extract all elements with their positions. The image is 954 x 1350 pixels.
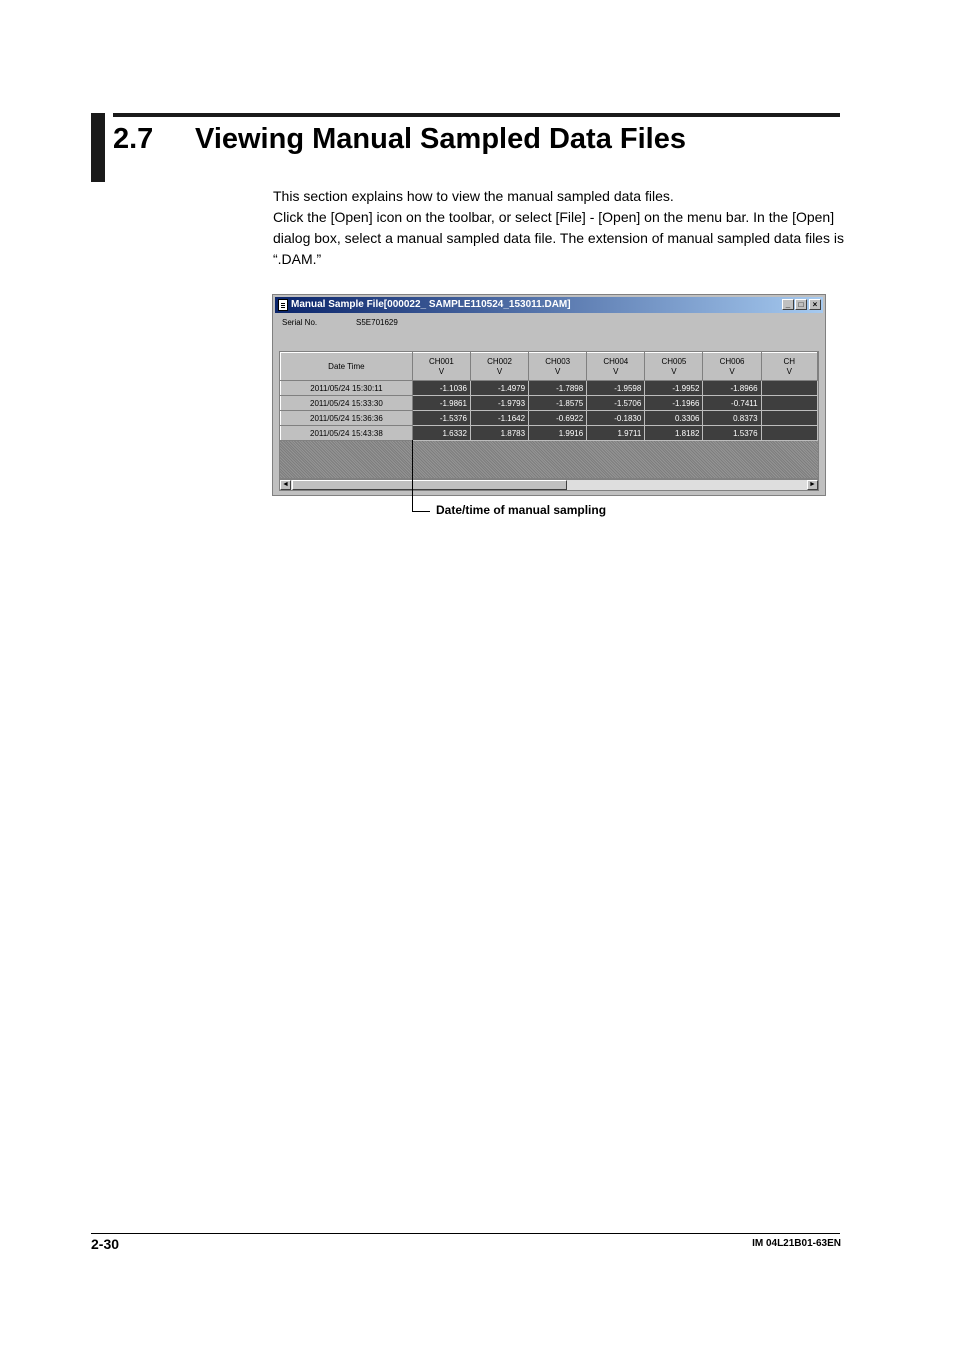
section-title: Viewing Manual Sampled Data Files <box>195 123 686 155</box>
value-cell[interactable] <box>761 381 817 396</box>
window-title: Manual Sample File[000022_ SAMPLE110524_153011.DAM] <box>291 299 571 310</box>
callout-line-horizontal <box>412 511 430 512</box>
value-cell[interactable] <box>761 396 817 411</box>
serial-value: S5E701629 <box>356 318 398 327</box>
value-cell[interactable]: -1.5376 <box>412 411 470 426</box>
value-cell[interactable] <box>761 411 817 426</box>
data-table <box>280 352 818 441</box>
value-cell[interactable]: 0.8373 <box>703 411 761 426</box>
section-body <box>273 186 845 270</box>
value-cell[interactable] <box>761 426 817 441</box>
section-marker-bar <box>91 113 105 182</box>
table-row[interactable] <box>281 396 818 411</box>
scroll-thumb[interactable] <box>292 480 567 490</box>
close-button[interactable]: × <box>809 299 821 310</box>
callout-line <box>412 440 413 512</box>
value-cell[interactable]: -0.6922 <box>529 411 587 426</box>
page-number: 2-30 <box>91 1236 120 1252</box>
column-header-ch003[interactable]: CH003 V <box>529 353 587 381</box>
table-row[interactable] <box>281 426 818 441</box>
value-cell[interactable]: -1.5706 <box>587 396 645 411</box>
datetime-cell[interactable]: 2011/05/24 15:33:30 <box>281 396 413 411</box>
value-cell[interactable]: 0.3306 <box>645 411 703 426</box>
value-cell[interactable]: -1.9952 <box>645 381 703 396</box>
value-cell[interactable]: 1.9711 <box>587 426 645 441</box>
datetime-cell[interactable]: 2011/05/24 15:36:36 <box>281 411 413 426</box>
document-id: IM 04L21B01-63EN <box>752 1238 841 1249</box>
document-icon <box>278 299 288 311</box>
column-header-ch004[interactable]: CH004 V <box>587 353 645 381</box>
callout-label: Date/time of manual sampling <box>436 503 607 517</box>
serial-label: Serial No. <box>282 318 318 327</box>
value-cell[interactable]: -0.1830 <box>587 411 645 426</box>
value-cell[interactable]: 1.6332 <box>412 426 470 441</box>
value-cell[interactable]: -1.1642 <box>470 411 528 426</box>
manual-sample-window <box>272 294 826 496</box>
value-cell[interactable]: -0.7411 <box>703 396 761 411</box>
value-cell[interactable]: -1.4979 <box>470 381 528 396</box>
table-row[interactable] <box>281 411 818 426</box>
value-cell[interactable]: 1.9916 <box>529 426 587 441</box>
intro-paragraph: This section explains how to view the manual sampled data files. <box>273 188 674 204</box>
datetime-cell[interactable]: 2011/05/24 15:30:11 <box>281 381 413 396</box>
column-header-ch002[interactable]: CH002 V <box>470 353 528 381</box>
value-cell[interactable]: -1.7898 <box>529 381 587 396</box>
instructions-paragraph: Click the [Open] icon on the toolbar, or select [File] - [Open] on the menu bar. In the [Open] dialog box, select a manual sampled data file. The extension of manual sampled data files is “.DAM.” <box>273 209 844 267</box>
value-cell[interactable]: -1.1036 <box>412 381 470 396</box>
column-header-ch007-partial[interactable]: CH V <box>761 353 817 381</box>
datetime-cell[interactable]: 2011/05/24 15:43:38 <box>281 426 413 441</box>
column-header-datetime[interactable]: Date Time <box>281 353 413 381</box>
value-cell[interactable]: -1.9793 <box>470 396 528 411</box>
minimize-button[interactable]: _ <box>782 299 794 310</box>
value-cell[interactable]: -1.8575 <box>529 396 587 411</box>
value-cell[interactable]: -1.9861 <box>412 396 470 411</box>
column-header-ch006[interactable]: CH006 V <box>703 353 761 381</box>
scroll-right-icon[interactable]: ► <box>807 480 818 490</box>
footer-rule <box>91 1233 840 1234</box>
table-row[interactable] <box>281 381 818 396</box>
data-grid[interactable] <box>279 351 819 479</box>
value-cell[interactable]: -1.8966 <box>703 381 761 396</box>
value-cell[interactable]: -1.9598 <box>587 381 645 396</box>
column-header-ch001[interactable]: CH001 V <box>412 353 470 381</box>
value-cell[interactable]: 1.8182 <box>645 426 703 441</box>
value-cell[interactable]: -1.1966 <box>645 396 703 411</box>
header-row <box>281 353 818 381</box>
maximize-button[interactable]: □ <box>795 299 807 310</box>
section-number: 2.7 <box>113 123 154 155</box>
column-header-ch005[interactable]: CH005 V <box>645 353 703 381</box>
window-titlebar[interactable] <box>275 297 823 313</box>
value-cell[interactable]: 1.8783 <box>470 426 528 441</box>
scroll-left-icon[interactable]: ◄ <box>280 480 291 490</box>
section-rule <box>113 113 840 117</box>
horizontal-scrollbar[interactable] <box>279 479 819 491</box>
value-cell[interactable]: 1.5376 <box>703 426 761 441</box>
